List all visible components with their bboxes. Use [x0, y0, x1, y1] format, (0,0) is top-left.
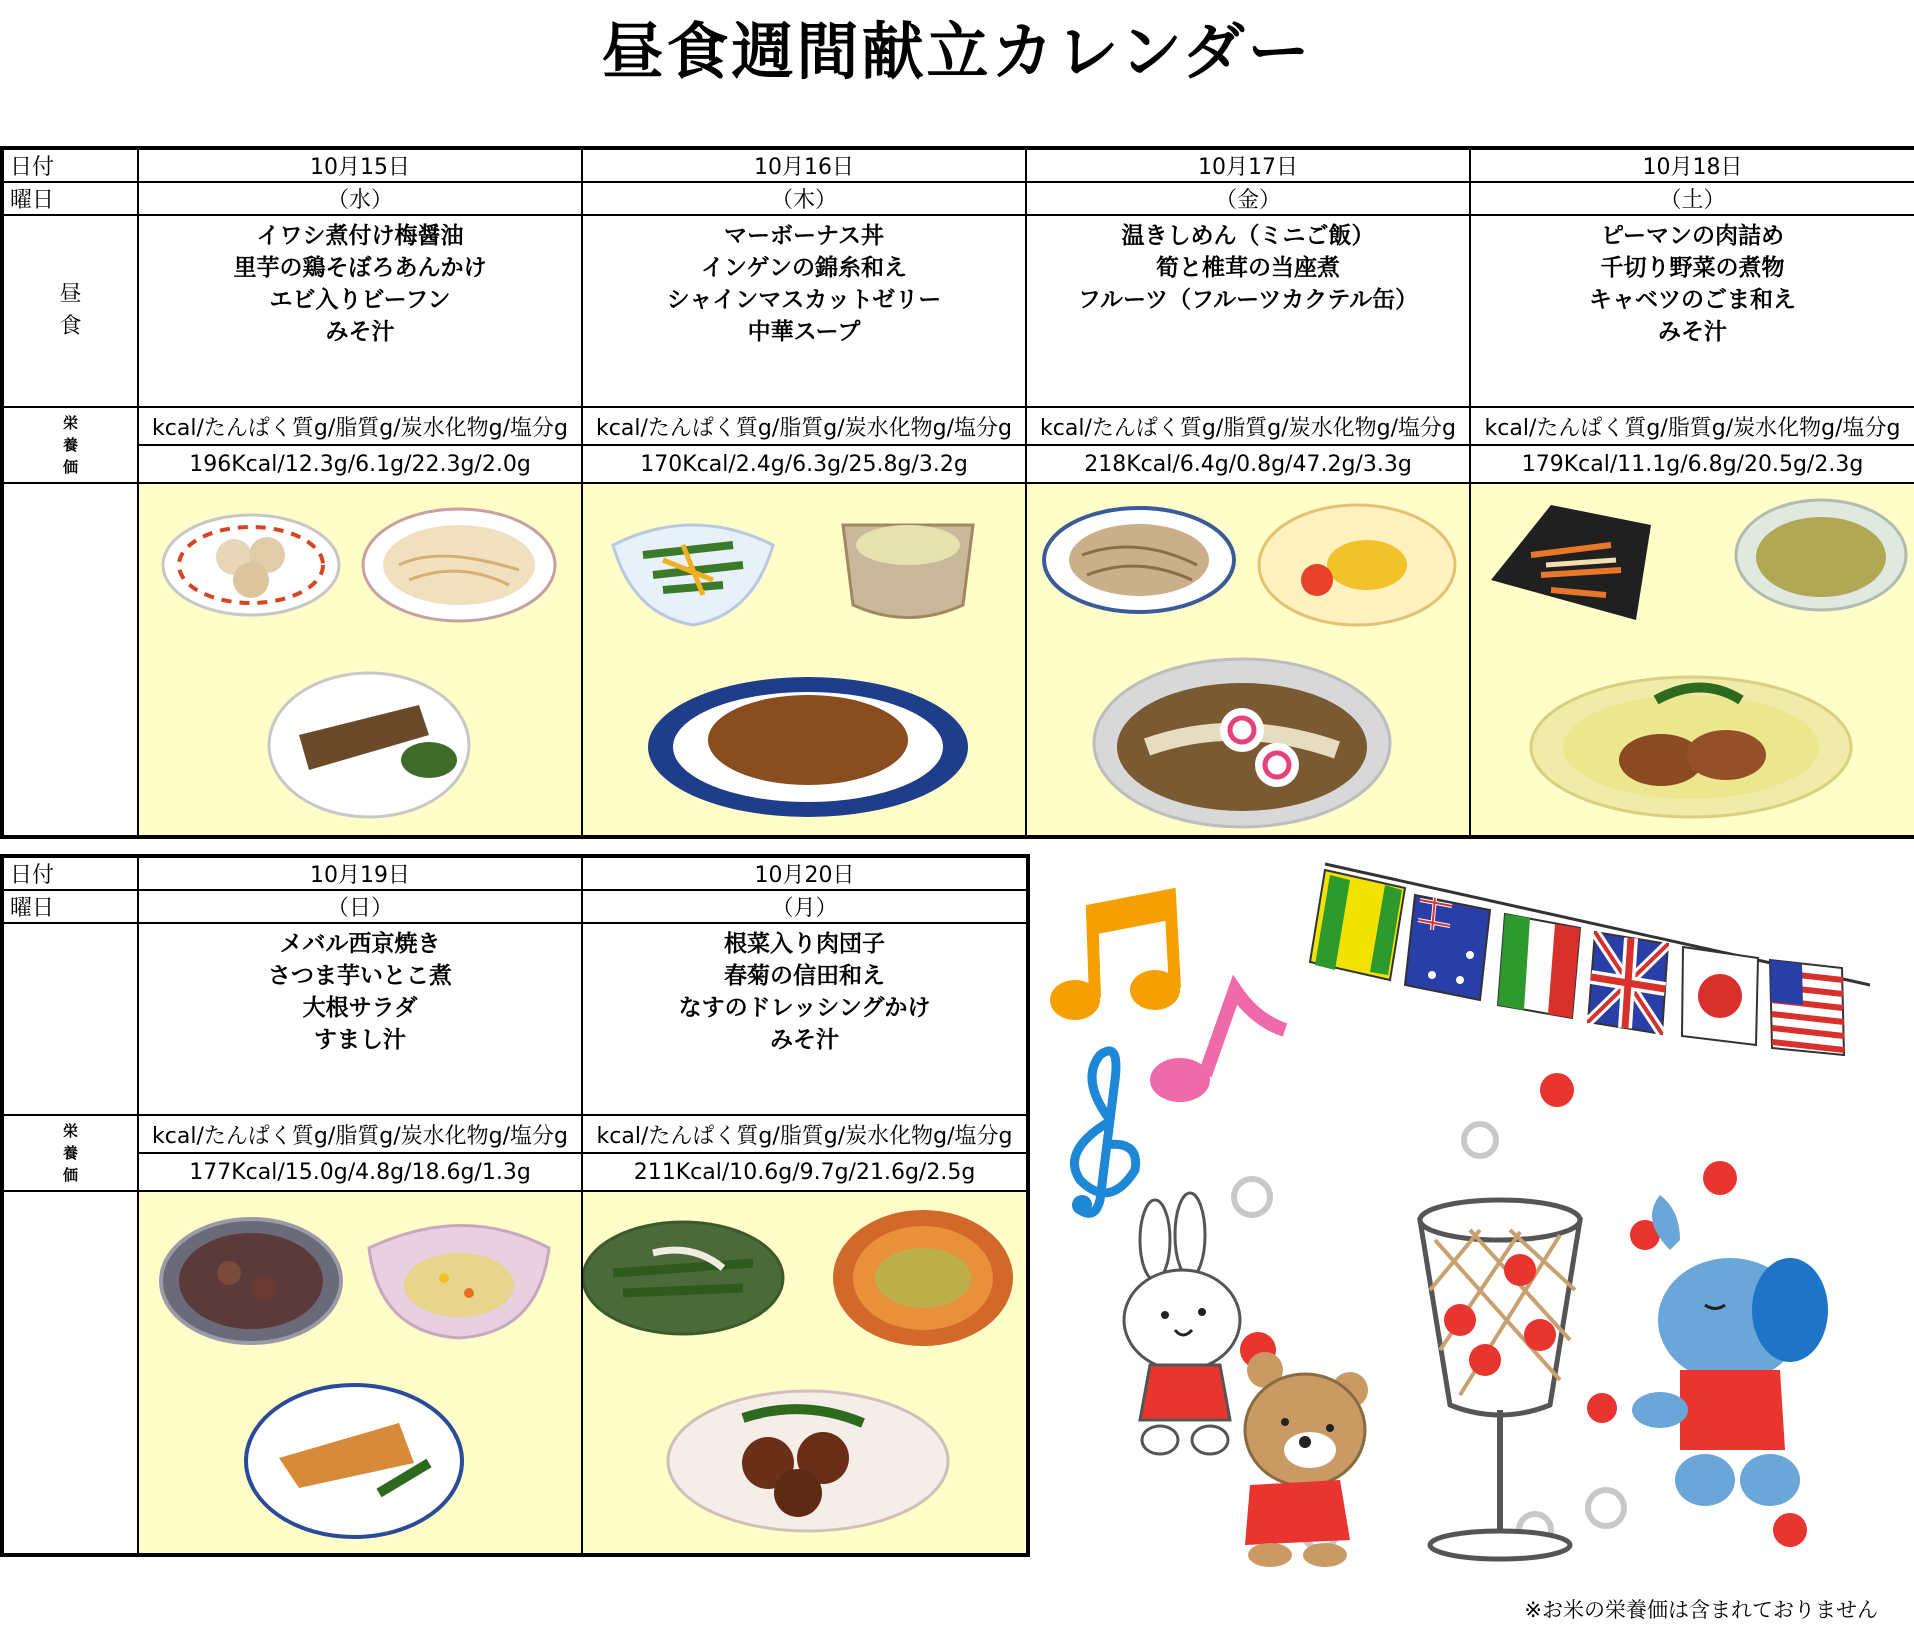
nutrition-header: kcal/たんぱく質g/脂質g/炭水化物g/塩分g — [138, 407, 582, 445]
nutrition-label-char: 栄 — [62, 414, 78, 432]
dish-item: メバル西京焼き — [279, 931, 441, 957]
nutrition-header: kcal/たんぱく質g/脂質g/炭水化物g/塩分g — [1470, 407, 1914, 445]
date-cell: 10月17日 — [1026, 148, 1470, 182]
flag-brazil-icon — [1310, 870, 1405, 980]
weekday-row — [2, 890, 1028, 923]
dish-list — [138, 923, 582, 1115]
weekday-cell: （木） — [582, 182, 1026, 215]
meal-photo-image — [139, 1193, 579, 1553]
nutrition-label-char: 養 — [62, 1144, 78, 1162]
nutrition-label-char: 価 — [62, 458, 78, 476]
lunch-row — [2, 923, 1028, 1115]
date-label: 日付 — [2, 856, 138, 890]
date-cell: 10月20日 — [582, 856, 1028, 890]
lunch-label-char: 昼 — [59, 282, 82, 307]
nutrition-label — [2, 1115, 138, 1191]
date-cell: 10月15日 — [138, 148, 582, 182]
date-cell: 10月18日 — [1470, 148, 1914, 182]
nutrition-header-row — [2, 407, 1914, 445]
dish-item: みそ汁 — [1658, 319, 1727, 345]
treble-clef-icon — [1072, 1051, 1136, 1215]
dish-item: 千切り野菜の煮物 — [1600, 255, 1785, 281]
date-cell: 10月19日 — [138, 856, 582, 890]
nutrition-header: kcal/たんぱく質g/脂質g/炭水化物g/塩分g — [138, 1115, 582, 1153]
weekday-cell: （日） — [138, 890, 582, 923]
nutrition-header: kcal/たんぱく質g/脂質g/炭水化物g/塩分g — [582, 407, 1026, 445]
dish-item: イワシ煮付け梅醤油 — [256, 223, 464, 249]
dish-item: 中華スープ — [747, 319, 861, 345]
nutrition-label-char: 栄 — [62, 1122, 78, 1140]
dish-item: さつま芋いとこ煮 — [268, 963, 452, 989]
dish-item: フルーツ（フルーツカクテル缶） — [1077, 287, 1419, 313]
dish-item: キャベツのごま和え — [1589, 287, 1796, 313]
flag-italy-icon — [1498, 914, 1580, 1018]
meal-photo — [582, 1191, 1028, 1555]
nutrition-label-char: 価 — [62, 1166, 78, 1184]
date-cell: 10月16日 — [582, 148, 1026, 182]
dish-item: エビ入りビーフン — [269, 287, 451, 313]
date-row — [2, 148, 1914, 182]
weekday-cell: （土） — [1470, 182, 1914, 215]
meal-photo — [1470, 483, 1914, 837]
nutrition-header-row — [2, 1115, 1028, 1153]
elephant-character — [1587, 1195, 1828, 1506]
dish-item: すまし汁 — [314, 1027, 406, 1053]
flag-japan-icon — [1682, 947, 1758, 1045]
dish-item: 温きしめん（ミニご飯） — [1121, 223, 1375, 249]
flag-uk-icon — [1588, 932, 1668, 1034]
nutrition-value: 211Kcal/10.6g/9.7g/21.6g/2.5g — [582, 1153, 1028, 1191]
weekday-cell: （月） — [582, 890, 1028, 923]
meal-photo — [1026, 483, 1470, 837]
dish-item: 大根サラダ — [302, 995, 418, 1021]
flag-usa-icon — [1770, 960, 1844, 1055]
dish-item: 里芋の鶏そぼろあんかけ — [233, 255, 487, 281]
rabbit-character — [1124, 1193, 1240, 1454]
weekday-label: 曜日 — [2, 890, 138, 923]
lunch-label-empty — [2, 923, 138, 1115]
rice-nutrition-footnote: ※お米の栄養価は含まれておりません — [1524, 1598, 1878, 1622]
dish-item: シャインマスカットゼリー — [666, 287, 942, 313]
nutrition-value: 170Kcal/2.4g/6.3g/25.8g/3.2g — [582, 445, 1026, 483]
flag-australia-icon — [1405, 895, 1490, 1000]
meal-photo-image — [583, 485, 1023, 835]
dish-item: みそ汁 — [325, 319, 395, 345]
dish-item: インゲンの錦糸和え — [700, 255, 908, 281]
nutrition-value: 179Kcal/11.1g/6.8g/20.5g/2.3g — [1470, 445, 1914, 483]
dish-item: みそ汁 — [770, 1027, 839, 1053]
dish-item: マーボーナス丼 — [723, 223, 885, 249]
meal-photo-image — [139, 485, 579, 835]
menu-table-week2 — [0, 854, 1030, 1557]
weekday-row — [2, 182, 1914, 215]
dish-list — [138, 215, 582, 407]
date-row — [2, 856, 1028, 890]
dish-item: ピーマンの肉詰め — [1600, 223, 1785, 249]
meal-photo — [582, 483, 1026, 837]
dish-list — [582, 923, 1028, 1115]
date-label: 日付 — [2, 148, 138, 182]
photo-row — [2, 1191, 1028, 1555]
party-illustration — [1040, 850, 1900, 1580]
meal-photo-image — [583, 1193, 1023, 1553]
page-title: 昼食週間献立カレンダー — [601, 15, 1313, 88]
meal-photo-image — [1471, 485, 1911, 835]
dish-item: 筍と椎茸の当座煮 — [1156, 255, 1340, 281]
nutrition-value: 196Kcal/12.3g/6.1g/22.3g/2.0g — [138, 445, 582, 483]
dish-item: なすのドレッシングかけ — [678, 995, 931, 1021]
nutrition-header: kcal/たんぱく質g/脂質g/炭水化物g/塩分g — [1026, 407, 1470, 445]
dish-item: 春菊の信田和え — [724, 963, 885, 989]
nutrition-value-row — [2, 445, 1914, 483]
meal-photo — [138, 1191, 582, 1555]
nutrition-value: 218Kcal/6.4g/0.8g/47.2g/3.3g — [1026, 445, 1470, 483]
meal-photo — [138, 483, 582, 837]
dish-list — [1470, 215, 1914, 407]
photo-label-empty — [2, 1191, 138, 1555]
lunch-label-char: 食 — [59, 314, 82, 339]
weekday-label: 曜日 — [2, 182, 138, 215]
dish-item: 根菜入り肉団子 — [724, 931, 885, 957]
menu-table-week1 — [0, 146, 1914, 839]
nutrition-value-row — [2, 1153, 1028, 1191]
dish-list — [1026, 215, 1470, 407]
dish-list — [582, 215, 1026, 407]
photo-row — [2, 483, 1914, 837]
weekday-cell: （水） — [138, 182, 582, 215]
nutrition-label — [2, 407, 138, 483]
lunch-row — [2, 215, 1914, 407]
music-note-pink-icon — [1150, 990, 1285, 1102]
weekday-cell: （金） — [1026, 182, 1470, 215]
meal-photo-image — [1027, 485, 1467, 835]
bear-character — [1245, 1352, 1368, 1567]
ball-toss-basket — [1420, 1200, 1580, 1559]
lunch-label — [2, 215, 138, 407]
music-note-orange-icon — [1050, 895, 1180, 1020]
photo-label-empty — [2, 483, 138, 837]
nutrition-header: kcal/たんぱく質g/脂質g/炭水化物g/塩分g — [582, 1115, 1028, 1153]
nutrition-label-char: 養 — [62, 436, 78, 454]
nutrition-value: 177Kcal/15.0g/4.8g/18.6g/1.3g — [138, 1153, 582, 1191]
